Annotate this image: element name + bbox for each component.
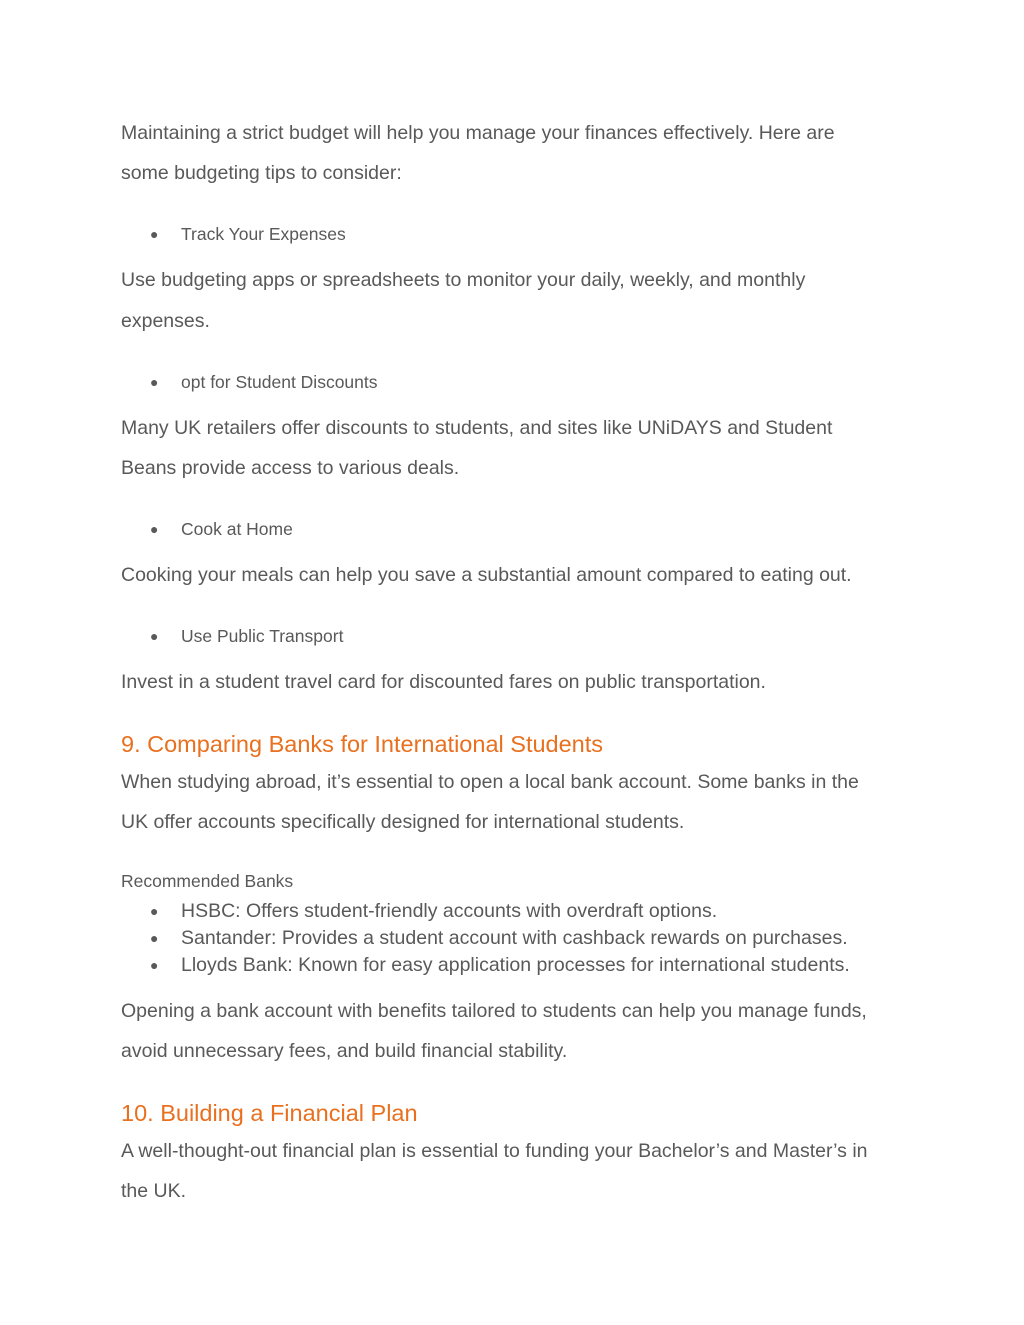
bullet-icon: ●	[150, 374, 159, 390]
subheading: Recommended Banks	[121, 871, 294, 891]
bullet-icon: ●	[150, 903, 159, 919]
section-paragraph-line-2: the UK.	[121, 1180, 187, 1202]
bullet-icon: ●	[150, 226, 159, 242]
bullet-icon: ●	[150, 521, 159, 537]
intro-line-1: Maintaining a strict budget will help you manage your finances effectively. Here are	[121, 122, 835, 144]
tip-description-line-1: Use budgeting apps or spreadsheets to monitor your daily, weekly, and monthly	[121, 269, 806, 291]
section-paragraph-line-1: A well-thought-out financial plan is essential to funding your Bachelor’s and Master’s in	[121, 1140, 868, 1162]
bank-list-item: HSBC: Offers student-friendly accounts with overdraft options.	[181, 900, 718, 922]
section-paragraph-line-1: When studying abroad, it’s essential to open a local bank account. Some banks in the	[121, 771, 859, 793]
tip-title: Use Public Transport	[181, 626, 344, 646]
bullet-icon: ●	[150, 930, 159, 946]
section-heading: 10. Building a Financial Plan	[121, 1100, 418, 1126]
closing-paragraph-line-1: Opening a bank account with benefits tailored to students can help you manage funds,	[121, 1000, 867, 1022]
tip-description-line-2: expenses.	[121, 310, 210, 332]
intro-line-2: some budgeting tips to consider:	[121, 162, 402, 184]
bank-list-item: Santander: Provides a student account with cashback rewards on purchases.	[181, 927, 848, 949]
tip-title: Track Your Expenses	[181, 224, 346, 244]
bullet-icon: ●	[150, 628, 159, 644]
bullet-icon: ●	[150, 957, 159, 973]
tip-description-line-2: Beans provide access to various deals.	[121, 457, 460, 479]
section-paragraph-line-2: UK offer accounts specifically designed for international students.	[121, 811, 685, 833]
tip-description-line-1: Cooking your meals can help you save a substantial amount compared to eating out.	[121, 564, 852, 586]
section-heading: 9. Comparing Banks for International Students	[121, 731, 604, 757]
tip-description-line-1: Many UK retailers offer discounts to students, and sites like UNiDAYS and Student	[121, 417, 833, 439]
closing-paragraph-line-2: avoid unnecessary fees, and build financial stability.	[121, 1040, 568, 1062]
tip-title: opt for Student Discounts	[181, 372, 378, 392]
bank-list-item: Lloyds Bank: Known for easy application processes for international students.	[181, 954, 850, 976]
tip-title: Cook at Home	[181, 519, 293, 539]
tip-description-line-1: Invest in a student travel card for discounted fares on public transportation.	[121, 671, 766, 693]
